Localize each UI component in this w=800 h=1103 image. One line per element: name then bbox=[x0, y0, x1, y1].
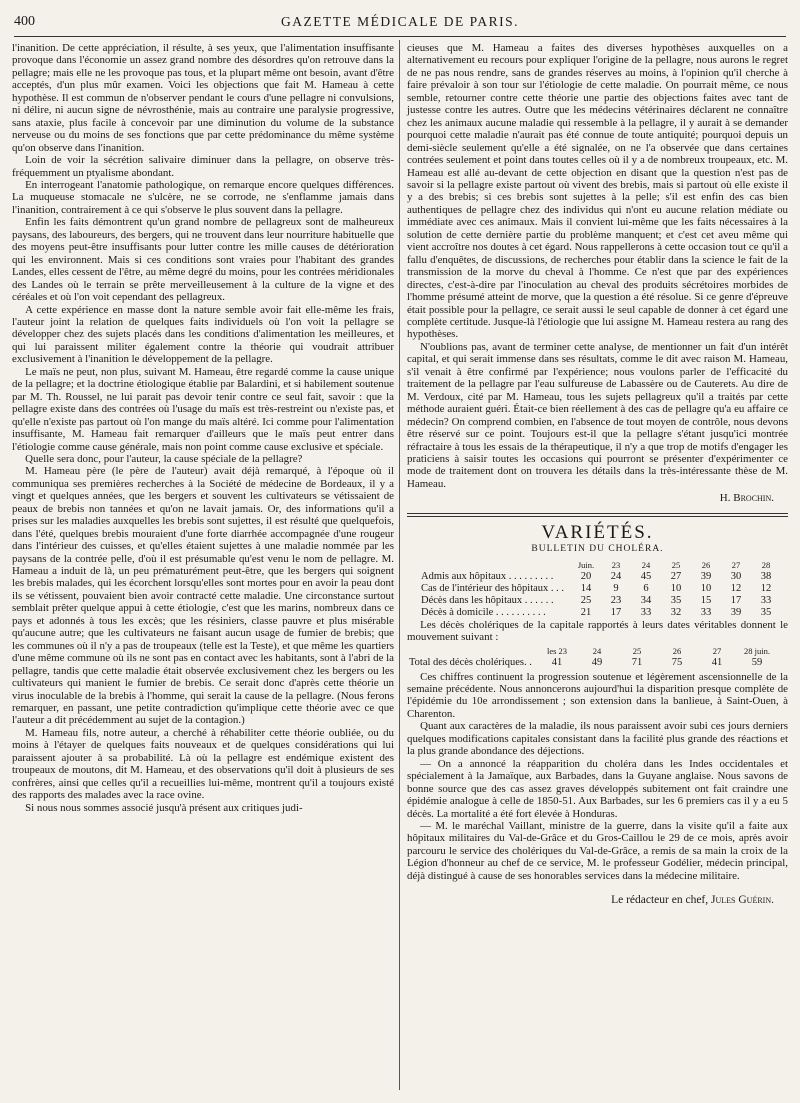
paragraph: A cette expérience en masse dont la nature semble avoir fait elle-même les frais, l'auteur joint la relation de quelques faits individuels où l'on voit la pellagre se développer chez des sujets placés dans les conditions d'alimentation les meilleures, et qui lui paraissent militer également contre la théorie qui voudrait attribuer exclusivement à l'inanition le développement de la pellagre. bbox=[12, 303, 394, 366]
table-cell: 10 bbox=[700, 582, 712, 594]
table-row bbox=[407, 657, 777, 669]
column-header: 26 bbox=[701, 559, 711, 570]
editor-name: Jules Guérin. bbox=[711, 894, 774, 907]
paragraph: Loin de voir la sécrétion salivaire diminuer dans la pellagre, on observe très-fréquemment un ptyalisme abondant. bbox=[12, 154, 394, 179]
paragraph: l'inanition. De cette appréciation, il résulte, à ses yeux, que l'alimentation insuffisante provoque dans l'économie un assez grand nombre des désordres qu'on retrouve dans la pellagre; mais elle ne les provoque pas tous, et la plupart même ont besoin, avant d'être acceptés, d'un plus mûr examen. Voici les objections que fait M. Hameau à cette hypothèse. Il est commun de n'observer pendant le cours d'une pellagre ni convulsions, ni délire, ni aucun signe de névrosthénie, mais au contraire une paralysie progressive, sans ataxie, plus facile à concevoir par une diminution du volume de la substance nerveuse ou du moins de ses fonctions que par cette prédominance du même système qu'on observe dans l'inanition. bbox=[12, 42, 394, 154]
paragraph: Les décès cholériques de la capitale rapportés à leurs dates véritables donnent le mouvement suivant : bbox=[407, 618, 788, 644]
page-header bbox=[14, 14, 786, 34]
paragraph: Ces chiffres continuent la progression soutenue et légèrement ascensionnelle de la semaine précédente. Nous annoncerons aujourd'hui la disparition presque complète de l'épidémie du 10e arrondissement ; son extension dans la banlieue, à Saint-Ouen, à Charenton. bbox=[407, 670, 788, 720]
column-header-label bbox=[407, 645, 537, 657]
paragraph: M. Hameau fils, notre auteur, a cherché à réhabiliter cette théorie oubliée, ou du moins à l'étayer de quelques faits nouveaux et de quelques considérations qui lui paraissent ajouter à sa probabilité. Là où la pellagre est endémique existent des troupeaux de moutons, dit M. Hameau, et des observations qu'il doit à plusieurs de ses confrères, ainsi que celles qu'il a recueillies lui-même, montrent qu'il a toujours existé des rapports des malades avec la race ovine. bbox=[12, 726, 394, 802]
table-cell: 6 bbox=[643, 582, 649, 594]
right-column bbox=[407, 42, 788, 907]
table-cell: 24 bbox=[610, 570, 622, 582]
row-label: Décès à domicile . . . . . . . . . . bbox=[421, 606, 546, 618]
table-cell: 33 bbox=[640, 606, 652, 618]
table-cell: 12 bbox=[730, 582, 742, 594]
table-cell: 32 bbox=[670, 606, 682, 618]
table-cell: 38 bbox=[760, 570, 772, 582]
column-header: 28 bbox=[761, 559, 771, 570]
column-header: 27 bbox=[712, 645, 722, 656]
table-cell: 25 bbox=[580, 594, 592, 606]
left-column bbox=[12, 42, 394, 814]
table-cell: 34 bbox=[640, 594, 652, 606]
deaths-total-table bbox=[407, 645, 777, 669]
table-row bbox=[419, 583, 781, 595]
column-header: 23 bbox=[611, 559, 621, 570]
column-header: 26 bbox=[672, 645, 682, 656]
column-header-label bbox=[419, 559, 571, 571]
column-header: 25 bbox=[671, 559, 681, 570]
paragraph: Si nous nous sommes associé jusqu'à présent aux critiques judi- bbox=[25, 801, 303, 814]
table-cell: 14 bbox=[580, 582, 592, 594]
column-divider bbox=[399, 40, 400, 1090]
row-label: Total des décès cholériques. . bbox=[409, 656, 532, 668]
bulletin-title: BULLETIN DU CHOLÉRA. bbox=[531, 544, 664, 555]
table-cell: 12 bbox=[760, 582, 772, 594]
signature-text: H. Brochin. bbox=[719, 492, 774, 505]
paragraph: — On a annoncé la réapparition du choléra dans les Indes occidentales et spécialement à la Jamaïque, aux Barbades, dans la Guyane anglaise. Nous savons de bonne source que des cas assez graves développés subitement ont fait craindre une épidémie analogue à celle de 1850-51. Aux Barbades, sur les 6 premiers cas il y a eu 5 décès. La mortalité a été fort élevée à Honduras. bbox=[407, 757, 788, 820]
paragraph: Quelle sera donc, pour l'auteur, la cause spéciale de la pellagre? bbox=[25, 452, 303, 465]
table-cell: 20 bbox=[580, 570, 592, 582]
table-cell: 10 bbox=[670, 582, 682, 594]
paragraph: En interrogeant l'anatomie pathologique, on remarque encore quelques différences. La muqueuse stomacale ne s'ulcère, ne se corrode, ne s'enflamme jamais dans l'inanition, contrairement à ce qui s'observe le plus souvent dans la pellagre. bbox=[12, 178, 394, 216]
paragraph: Enfin les faits démontrent qu'un grand nombre de pellagreux sont de malheureux paysans, des laboureurs, des bergers, qui ne trouvent dans leur nourriture habituelle que des moyens peut-être insuffisants pour lutter contre les mille causes de détérioration qui les environnent. Mais si ces conditions sont vraies pour l'habitant des grandes Landes, elles cessent de l'être, au même degré du moins, pour les contrées méridionales des Landes où le terrain se prête merveilleusement à la culture de la vigne et des céréales et où l'on voit cependant des pellagreux. bbox=[12, 216, 394, 304]
section-heading: VARIÉTÉS. bbox=[541, 521, 654, 543]
column-header: 27 bbox=[731, 559, 741, 570]
row-label: Décès dans les hôpitaux . . . . . . bbox=[421, 594, 554, 606]
header-rule bbox=[14, 36, 786, 37]
table-cell: 23 bbox=[610, 594, 622, 606]
editor-prefix: Le rédacteur en chef, bbox=[611, 894, 712, 907]
cholera-table bbox=[419, 559, 781, 619]
table-cell: 71 bbox=[631, 656, 643, 668]
table-cell: 41 bbox=[551, 656, 563, 668]
table-header-row bbox=[407, 645, 777, 657]
table-cell: 15 bbox=[700, 594, 712, 606]
column-header: 25 bbox=[632, 645, 642, 656]
table-cell: 49 bbox=[591, 656, 603, 668]
section-rule bbox=[407, 513, 788, 517]
table-cell: 59 bbox=[751, 656, 763, 668]
table-header-row bbox=[419, 559, 781, 571]
table-row bbox=[419, 571, 781, 583]
author-signature bbox=[407, 492, 774, 504]
table-cell: 9 bbox=[613, 582, 619, 594]
table-cell: 35 bbox=[760, 606, 772, 618]
page-number: 400 bbox=[14, 14, 35, 29]
paragraph: Le maïs ne peut, non plus, suivant M. Hameau, être regardé comme la cause unique de la pellagre; et la doctrine étiologique établie par Balardini, et si habilement soutenue par M. Th. Roussel, ne lui parait pas devoir tenir contre ce seul fait, savoir : que la pellagre existe dans des contrées où l'usage du maïs est très-restreint ou n'existe pas, et qu'elle n'existe pas partout où l'on mange du maïs altéré. Ici comme pour l'alimentation insuffisante, M. Hameau fait remarquer d'ailleurs que le maïs peut entrer dans l'étiologie comme cause générale, mais non point comme cause exclusive et spéciale. bbox=[12, 365, 394, 453]
paragraph: cieuses que M. Hameau a faites des diverses hypothèses auxquelles on a alternativement eu recours pour expliquer l'origine de la pellagre, nous aurons le regret de ne pas nous rendre, sans de grandes réserves au moins, à l'opinion qu'il cherche à faire prévaloir à son tour sur l'étiologie de cette maladie. On pourrait même, ce nous semble, retourner contre cette théorie une partie des objections faites avec tant de justesse contre les autres. Outre que les médecins vétérinaires déclarent ne connaître chez les animaux aucune maladie qui ressemble à la pellagre, il y aurait à se demander pourquoi cette maladie n'aurait pas été connue de toute antiquité; pourquoi depuis un demi-siècle seulement qu'elle a été signalée, on ne l'a observée que dans certaines contrées seulement et point dans toutes celles où il y a de nombreux troupeaux, etc. M. Hameau est allé au-devant de cette objection en disant que la question n'est pas de savoir si la pellagre existe partout où vivent des brebis, mais si partout où elle existe il y a des brebis; si ces brebis sont sujettes à la pelle; s'il est enfin des cas bien authentiques de pellagre chez des individus qui n'ont eu aucune relation médiate ou immédiate avec ces animaux. Mais il convient lui-même que les faits nécessaires à la solution de cette dernière partie du problème manquent; et c'est cet aveu même qui vient accroître nos doutes à cet égard. Nous rappellerons à cette occasion tout ce qu'il a fallu d'enquêtes, de discussions, de recherches pour établir dans la science le fait de la transmission de la morve du cheval à l'homme. Ce n'est que par des expériences directes, c'est-à-dire par l'inoculation au cheval des produits sécrétoires morbides de l'homme présumé atteint de morve, que la question a été résolue. Si ce genre d'épreuve était possible pour la pellagre, ce serait aussi le seul capable de donner à cet égard une complète certitude. Jusque-là l'étiologie que lui assigne M. Hameau restera au rang des hypothèses. bbox=[407, 42, 788, 341]
column-header: les 23 bbox=[546, 645, 568, 656]
column-header: 28 juin. bbox=[744, 645, 770, 656]
table-cell: 39 bbox=[700, 570, 712, 582]
table-cell: 41 bbox=[711, 656, 723, 668]
table-cell: 27 bbox=[670, 570, 682, 582]
paragraph: M. Hameau père (le père de l'auteur) avait déjà remarqué, à l'époque où il communiqua ses premières recherches à la Société de médecine de Bordeaux, il y a vingt et quelques années, que les bergers et souvent les cultivateurs se vétissaient de peaux de brebis non tannées et qu'on ne lavait jamais. Or, des informations qu'il a prises sur les maladies auxquelles les brebis sont sujettes, il est résulté que quelquefois, dans l'été, quelques brebis mouraient d'une forte diarrhée accompagnée d'une rougeur dans l'intérieur des cuisses, et qu'elles étaient sujettes à une maladie nommée par les paysans de la contrée pelle, d'où il est présumable qu'est venu le nom de pellagre. M. Hameau a induit de là, un peu prématurément peut-être, que les bergers qui soignent les brebis malades, qui les écorchent lorsqu'elles sont mortes pour en avoir la peau dont ils se vétissent, pouvaient bien avoir contracté cette maladie. Une circonstance surtout semblait prêter quelque appui à cette étiologie, c'est que les marins, nombreux dans ce pays et adonnés à tous les excès; que les résiniers, classe pauvre et plus misérable qu'aucune autre; que les cultivateurs ne faisant aucun usage de fumier de brebis; que les communes où il n'y a pas de troupeaux (telle est la Teste), et que même les quartiers d'une même commune où ils ne sont pas en contact avec les habitants, sont à l'abri de la pellagre, tandis que cette maladie était observée exclusivement chez les bergers ou les cultivateurs qui manient le fumier de brebis. Ce serait donc d'après cette théorie un virus inoculable de la brebis à l'homme, qui serait la cause de la pellagre. (Nous ferons remarquer, en passant, une petite contradiction qu'implique cette théorie avec ce que l'auteur a dit précédemment au sujet de la contagion.) bbox=[12, 465, 394, 727]
column-header: 24 bbox=[592, 645, 602, 656]
table-row bbox=[419, 595, 781, 607]
table-cell: 45 bbox=[640, 570, 652, 582]
paragraph: — M. le maréchal Vaillant, ministre de la guerre, dans la visite qu'il a faite aux hôpitaux militaires du Val-de-Grâce et du Gros-Caillou le 29 de ce mois, après avoir parcouru le service des cholériques du Val-de-Grâce, a remis de sa main la croix de la Légion d'honneur au chef de ce service, M. le professeur Godélier, médecin principal, déjà distingué à cause de ses honorables services dans la médecine militaire. bbox=[407, 820, 788, 882]
table-cell: 75 bbox=[671, 656, 683, 668]
column-header: Juin. bbox=[577, 559, 595, 570]
table-cell: 30 bbox=[730, 570, 742, 582]
table-cell: 33 bbox=[760, 594, 772, 606]
table-row bbox=[419, 607, 781, 619]
row-label: Cas de l'intérieur des hôpitaux . . . bbox=[421, 582, 565, 594]
paragraph: Quant aux caractères de la maladie, ils nous paraissent avoir subi ces jours derniers quelques modifications capitales consistant dans la facilité plus grande des réactions et la plus grande abondance des déjections. bbox=[407, 720, 788, 758]
editor-signature bbox=[407, 894, 788, 906]
table-cell: 17 bbox=[730, 594, 742, 606]
table-cell: 33 bbox=[700, 606, 712, 618]
column-header: 24 bbox=[641, 559, 651, 570]
table-cell: 35 bbox=[670, 594, 682, 606]
table-cell: 17 bbox=[610, 606, 622, 618]
paragraph: N'oublions pas, avant de terminer cette analyse, de mentionner un fait d'un intérêt capital, et qui serait immense dans ses résultats, comme le dit avec raison M. Hameau, s'il venait à être confirmé par l'expérience; nous voulons parler de l'efficacité du traitement de la pellagre par l'eau sulfureuse de Labassère ou de Cauterets. Au dire de M. Verdoux, cité par M. Hameau, tous les sujets pellagreux qu'il a traités par cette méthode auraient guéri. Était-ce bien réellement à des cas de pellagre qu'a eu affaire ce médecin? On comprend combien, en l'absence de tout moyen de contrôle, nous devons être réservé sur ce point. Toujours est-il que la pellagre s'étant jusqu'ici montrée réfractaire à tous les essais de la thérapeutique, il n'y a que trop de motifs d'engager les praticiens à saisir toutes les occasions qui pourront se présenter d'expérimenter ce mode de traitement dont on trouvera les détails dans la très-intéressante thèse de M. Hameau. bbox=[407, 340, 788, 490]
row-label: Admis aux hôpitaux . . . . . . . . . bbox=[421, 570, 554, 582]
table-cell: 21 bbox=[580, 606, 592, 618]
running-title: GAZETTE MÉDICALE DE PARIS. bbox=[281, 14, 519, 29]
table-cell: 39 bbox=[730, 606, 742, 618]
